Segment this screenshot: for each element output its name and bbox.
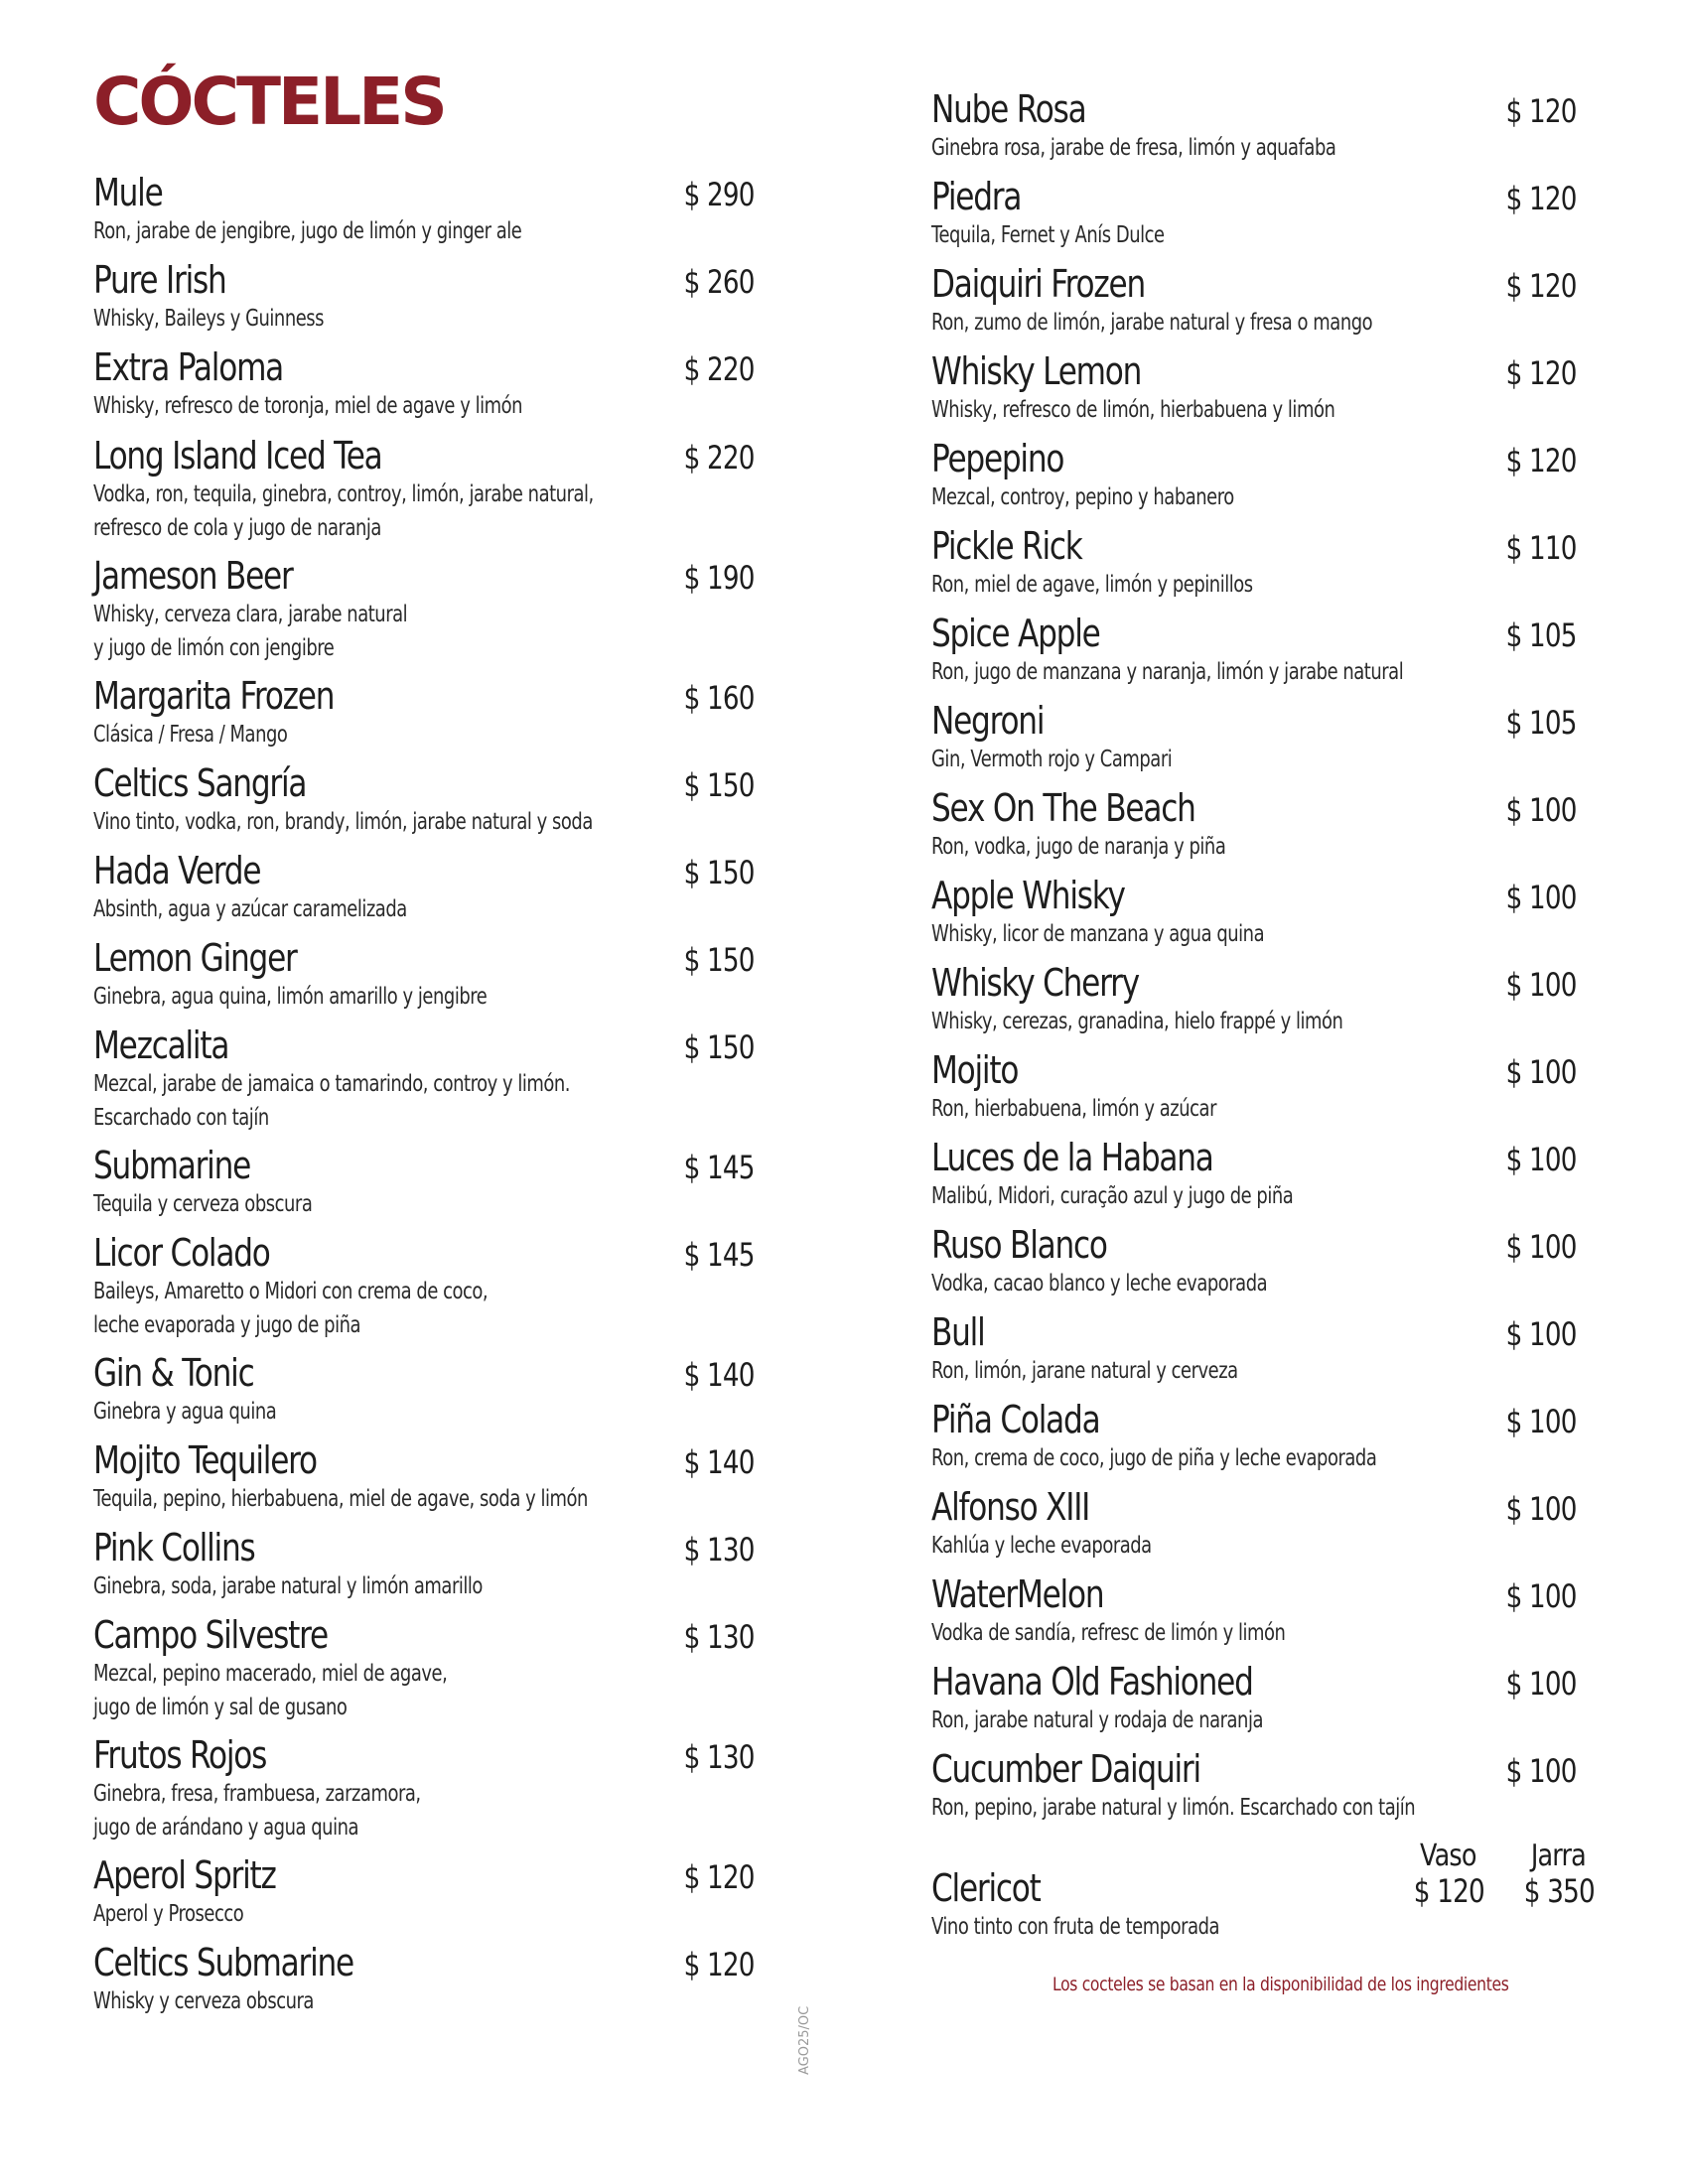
item-name: Submarine (93, 1144, 251, 1187)
item-description: Gin, Vermoth rojo y Campari (931, 747, 1173, 772)
item-price: $ 150 (683, 1028, 755, 1066)
item-name: Bull (931, 1310, 985, 1354)
item-price: $ 100 (1505, 1490, 1577, 1528)
item-name: Mojito (931, 1048, 1019, 1092)
item-price: $ 100 (1505, 1665, 1577, 1703)
item-price: $ 100 (1505, 791, 1577, 829)
menu-item (931, 87, 1607, 165)
menu-item (93, 258, 755, 336)
item-price: $ 290 (683, 176, 755, 213)
item-name: Extra Paloma (93, 345, 284, 389)
item-price: $ 120 (1505, 267, 1577, 305)
item-name: Havana Old Fashioned (931, 1660, 1253, 1704)
menu-item (93, 1351, 755, 1429)
item-name: Gin & Tonic (93, 1351, 254, 1395)
item-description: Tequila y cerveza obscura (93, 1191, 313, 1217)
item-price: $ 145 (683, 1236, 755, 1274)
item-description: jugo de arándano y agua quina (93, 1815, 359, 1841)
item-description: Whisky, refresco de limón, hierbabuena y limón (931, 397, 1335, 423)
menu-item (931, 874, 1607, 951)
menu-item (931, 1485, 1607, 1563)
menu-code: AGO25/OC (797, 2005, 812, 2075)
item-description: Ginebra rosa, jarabe de fresa, limón y aquafaba (931, 135, 1336, 161)
item-name: Whisky Cherry (931, 961, 1139, 1005)
item-description: Ron, pepino, jarabe natural y limón. Escarchado con tajín (931, 1795, 1416, 1821)
item-price: $ 120 (683, 1946, 755, 1983)
menu-item (931, 1136, 1607, 1213)
item-price: $ 140 (683, 1443, 755, 1481)
menu-item (931, 1398, 1607, 1475)
menu-item (93, 1438, 755, 1516)
menu-item (931, 1747, 1607, 1825)
item-price: $ 120 (1505, 180, 1577, 217)
item-price: $ 220 (683, 439, 755, 477)
item-name: Ruso Blanco (931, 1223, 1107, 1267)
vaso-label: Vaso (1419, 1839, 1476, 1873)
item-description: refresco de cola y jugo de naranja (93, 515, 381, 541)
item-description: Ron, hierbabuena, limón y azúcar (931, 1096, 1216, 1122)
availability-note: Los cocteles se basan en la disponibilidad de los ingredientes (1052, 1974, 1509, 1995)
item-name: Frutos Rojos (93, 1733, 267, 1777)
item-price: $ 120 (683, 1858, 755, 1896)
menu-item (931, 1660, 1607, 1737)
menu-item (93, 1853, 755, 1931)
item-description: y jugo de limón con jengibre (93, 635, 335, 661)
item-price: $ 150 (683, 854, 755, 891)
item-price: $ 100 (1505, 966, 1577, 1004)
item-price: $ 120 (1505, 92, 1577, 130)
item-price: $ 160 (683, 679, 755, 717)
item-description: Ginebra, fresa, frambuesa, zarzamora, (93, 1781, 421, 1807)
item-description: Aperol y Prosecco (93, 1901, 244, 1927)
menu-item (93, 434, 755, 545)
item-name: Alfonso XIII (931, 1485, 1090, 1529)
item-description: Whisky, licor de manzana y agua quina (931, 921, 1265, 947)
item-description: Whisky y cerveza obscura (93, 1988, 314, 2014)
item-name: Piña Colada (931, 1398, 1100, 1441)
item-description: Baileys, Amaretto o Midori con crema de coco, (93, 1279, 489, 1304)
menu-item (93, 1144, 755, 1221)
item-name: Hada Verde (93, 849, 261, 892)
menu-item (93, 554, 755, 665)
item-name: Daiquiri Frozen (931, 262, 1145, 306)
item-description: Whisky, refresco de toronja, miel de agave y limón (93, 393, 523, 419)
item-name: Mezcalita (93, 1024, 229, 1067)
item-description: Kahlúa y leche evaporada (931, 1533, 1152, 1559)
item-description: leche evaporada y jugo de piña (93, 1312, 361, 1338)
menu-item (93, 1526, 755, 1603)
item-name: Licor Colado (93, 1231, 270, 1275)
clericot-jarra-price: $ 350 (1523, 1872, 1595, 1910)
menu-item (931, 699, 1607, 776)
item-description: Vodka, cacao blanco y leche evaporada (931, 1271, 1268, 1297)
item-price: $ 120 (1505, 354, 1577, 392)
item-price: $ 150 (683, 941, 755, 979)
item-price: $ 220 (683, 350, 755, 388)
menu-item (931, 437, 1607, 514)
item-name: Celtics Submarine (93, 1941, 353, 1984)
item-name: Luces de la Habana (931, 1136, 1213, 1179)
menu-item (93, 1231, 755, 1342)
item-name: Celtics Sangría (93, 761, 307, 805)
item-price: $ 120 (1505, 442, 1577, 479)
item-price: $ 105 (1505, 704, 1577, 742)
item-price: $ 130 (683, 1738, 755, 1776)
item-description: Whisky, cerezas, granadina, hielo frappé y limón (931, 1009, 1343, 1034)
item-description: Absinth, agua y azúcar caramelizada (93, 896, 407, 922)
item-description: Whisky, cerveza clara, jarabe natural (93, 602, 408, 627)
item-description: Ginebra, agua quina, limón amarillo y jengibre (93, 984, 488, 1010)
item-name: Spice Apple (931, 612, 1100, 655)
item-price: $ 190 (683, 559, 755, 597)
item-price: $ 100 (1505, 1053, 1577, 1091)
menu-item (93, 1733, 755, 1844)
menu-item (931, 524, 1607, 602)
item-description: Ron, jarabe de jengibre, jugo de limón y ginger ale (93, 218, 522, 244)
menu-item (93, 849, 755, 926)
item-name: Jameson Beer (93, 554, 293, 598)
clericot-description: Vino tinto con fruta de temporada (931, 1914, 1220, 1940)
item-name: Sex On The Beach (931, 786, 1195, 830)
menu-item (931, 1310, 1607, 1388)
item-description: Tequila, Fernet y Anís Dulce (931, 222, 1165, 248)
item-name: Whisky Lemon (931, 349, 1142, 393)
item-price: $ 150 (683, 766, 755, 804)
item-description: Vodka de sandía, refresc de limón y limón (931, 1620, 1286, 1646)
item-name: Pepepino (931, 437, 1064, 480)
item-description: Vodka, ron, tequila, ginebra, controy, limón, jarabe natural, (93, 481, 594, 507)
item-description: Ron, zumo de limón, jarabe natural y fresa o mango (931, 310, 1373, 336)
menu-item (93, 936, 755, 1014)
menu-item (931, 349, 1607, 427)
item-description: Ron, jugo de manzana y naranja, limón y jarabe natural (931, 659, 1404, 685)
menu-item (93, 1024, 755, 1135)
clericot-vaso-price: $ 120 (1413, 1872, 1484, 1910)
item-description: Mezcal, jarabe de jamaica o tamarindo, controy y limón. (93, 1071, 571, 1097)
item-name: Negroni (931, 699, 1045, 743)
clericot-name: Clericot (931, 1866, 1041, 1910)
item-description: Mezcal, pepino macerado, miel de agave, (93, 1661, 448, 1687)
item-description: Escarchado con tajín (93, 1105, 269, 1131)
item-name: Pure Irish (93, 258, 226, 302)
item-price: $ 260 (683, 263, 755, 301)
item-description: Ron, jarabe natural y rodaja de naranja (931, 1707, 1264, 1733)
item-price: $ 100 (1505, 1141, 1577, 1178)
item-description: Ginebra, soda, jarabe natural y limón amarillo (93, 1573, 483, 1599)
item-description: Ron, limón, jarane natural y cerveza (931, 1358, 1238, 1384)
menu-item (93, 171, 755, 248)
item-name: Long Island Iced Tea (93, 434, 382, 478)
item-name: Campo Silvestre (93, 1613, 328, 1657)
menu-item (93, 674, 755, 751)
item-name: Nube Rosa (931, 87, 1086, 131)
item-description: Ginebra y agua quina (93, 1399, 277, 1425)
item-name: Mule (93, 171, 163, 214)
page-title: CÓCTELES (93, 64, 445, 140)
menu-item (93, 345, 755, 423)
item-name: Aperol Spritz (93, 1853, 276, 1897)
menu-item (931, 612, 1607, 689)
item-price: $ 145 (683, 1149, 755, 1186)
item-description: Mezcal, controy, pepino y habanero (931, 484, 1234, 510)
item-name: Apple Whisky (931, 874, 1125, 917)
menu-item (931, 961, 1607, 1038)
item-price: $ 140 (683, 1356, 755, 1394)
item-price: $ 100 (1505, 1228, 1577, 1266)
item-price: $ 105 (1505, 616, 1577, 654)
menu-item (93, 1941, 755, 2018)
item-name: Piedra (931, 175, 1022, 218)
item-description: Clásica / Fresa / Mango (93, 722, 288, 748)
menu-item (931, 1572, 1607, 1650)
item-name: Margarita Frozen (93, 674, 335, 718)
item-price: $ 100 (1505, 1315, 1577, 1353)
item-name: Cucumber Daiquiri (931, 1747, 1200, 1791)
menu-item (931, 1223, 1607, 1300)
item-description: Ron, crema de coco, jugo de piña y leche evaporada (931, 1445, 1377, 1471)
item-description: jugo de limón y sal de gusano (93, 1695, 348, 1720)
menu-item (93, 1613, 755, 1724)
item-price: $ 100 (1505, 1577, 1577, 1615)
menu-item (93, 761, 755, 839)
item-description: Whisky, Baileys y Guinness (93, 306, 325, 332)
menu-item (931, 262, 1607, 340)
menu-item (931, 786, 1607, 864)
item-description: Tequila, pepino, hierbabuena, miel de agave, soda y limón (93, 1486, 588, 1512)
item-price: $ 130 (683, 1618, 755, 1656)
item-name: Lemon Ginger (93, 936, 297, 980)
item-price: $ 100 (1505, 1752, 1577, 1790)
item-name: Pink Collins (93, 1526, 255, 1570)
item-name: Pickle Rick (931, 524, 1082, 568)
item-description: Ron, miel de agave, limón y pepinillos (931, 572, 1253, 598)
item-price: $ 100 (1505, 879, 1577, 916)
item-description: Ron, vodka, jugo de naranja y piña (931, 834, 1226, 860)
item-price: $ 130 (683, 1531, 755, 1569)
item-name: WaterMelon (931, 1572, 1104, 1616)
item-price: $ 110 (1505, 529, 1577, 567)
item-name: Mojito Tequilero (93, 1438, 317, 1482)
menu-item (931, 175, 1607, 252)
item-description: Malibú, Midori, curação azul y jugo de piña (931, 1183, 1294, 1209)
item-price: $ 100 (1505, 1403, 1577, 1440)
menu-item (931, 1048, 1607, 1126)
jarra-label: Jarra (1530, 1839, 1586, 1873)
item-description: Vino tinto, vodka, ron, brandy, limón, jarabe natural y soda (93, 809, 593, 835)
